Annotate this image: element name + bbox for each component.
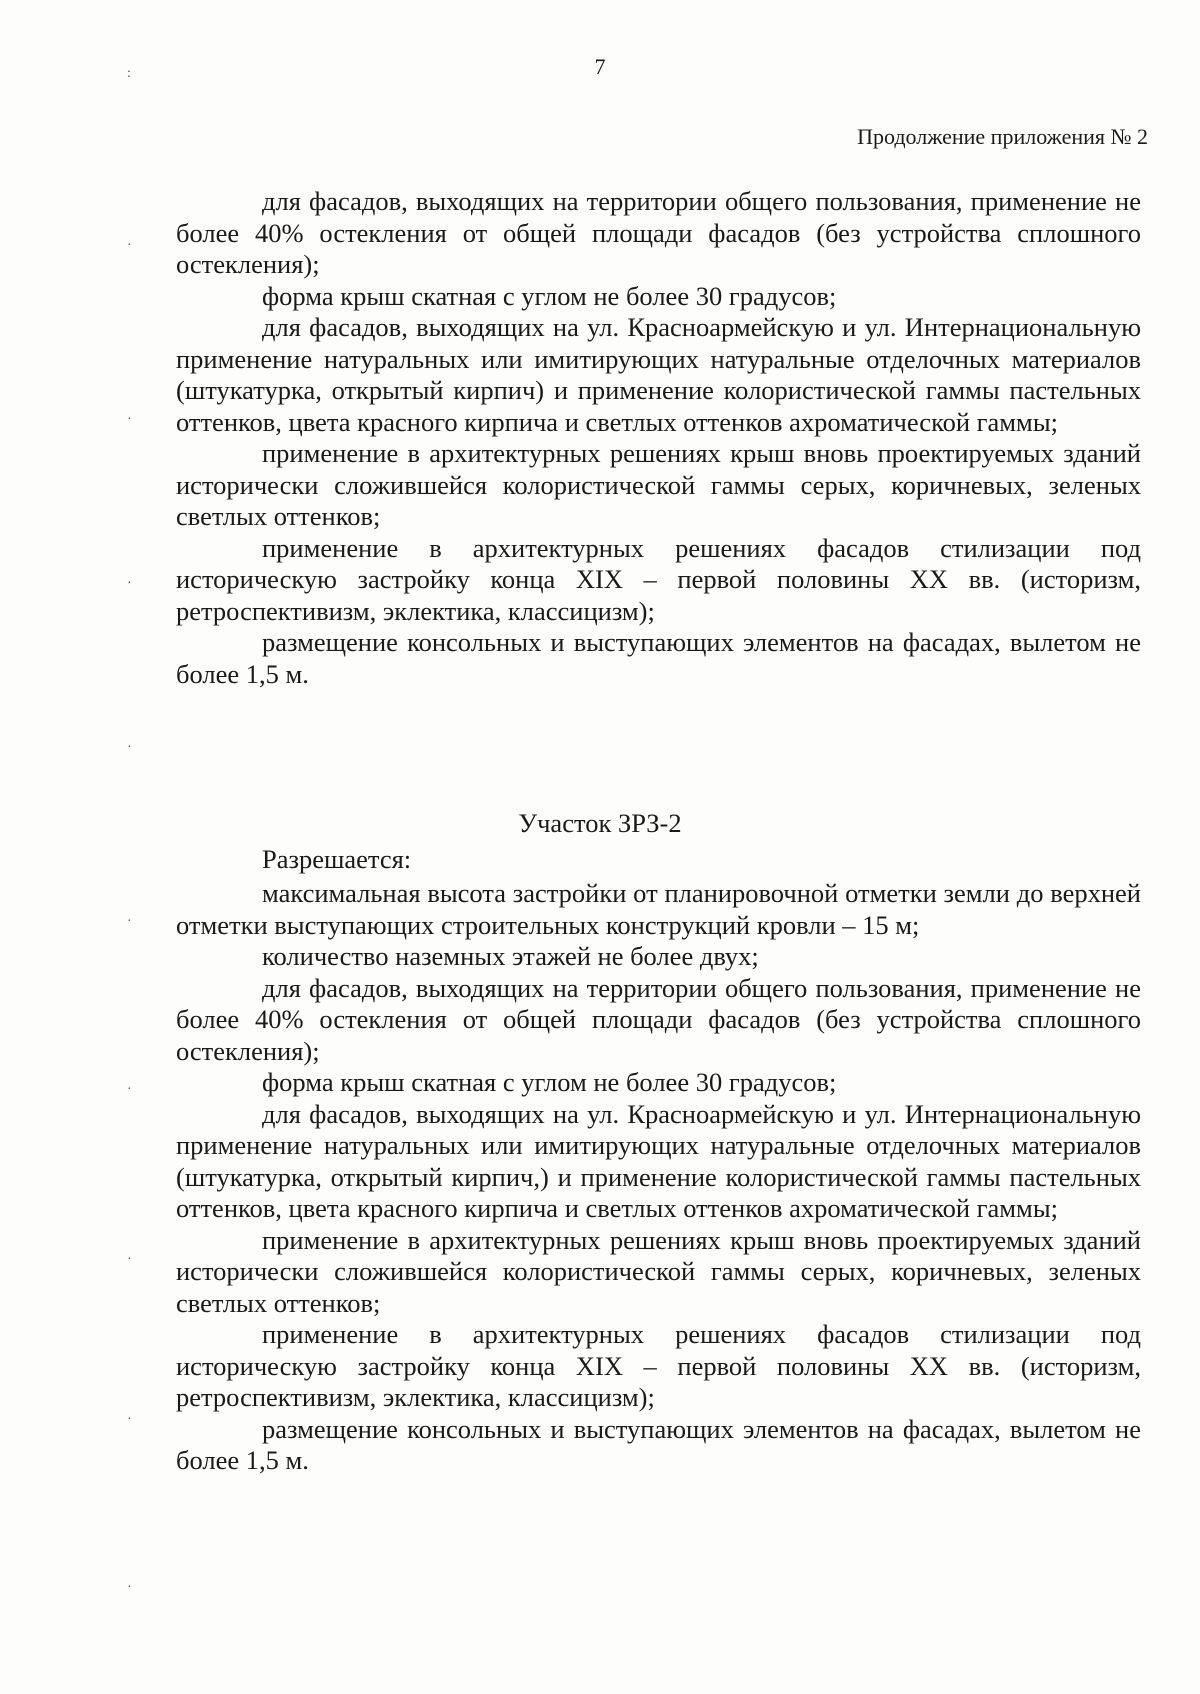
paragraph: применение в архитектурных решениях крыш вновь проектируемых зданий исторически сложившейся колористической гаммы серых, коричневых, зеленых светлых оттенков; — [176, 1224, 1141, 1318]
paragraph: максимальная высота застройки от планировочной отметки земли до верхней отметки выступающих строительных конструкций кровли – 15 м; — [176, 878, 1141, 940]
scan-artifact: · — [127, 1252, 132, 1267]
paragraph: применение в архитектурных решениях крыш вновь проектируемых зданий исторически сложившейся колористической гаммы серых, коричневых, зеленых светлых оттенков; — [176, 438, 1141, 531]
section-heading: Участок ЗРЗ-2 — [518, 808, 682, 838]
section-1-text — [176, 186, 1141, 690]
paragraph: количество наземных этажей не более двух; — [262, 941, 759, 971]
scan-artifact: : — [127, 66, 131, 81]
page-number: 7 — [594, 54, 606, 79]
paragraph: для фасадов, выходящих на ул. Красноармейскую и ул. Интернациональную применение натуральных или имитирующих натуральные отделочных материалов (штукатурка, открытый кирпич) и применение колористической гаммы пастельных оттенков, цвета красного кирпича и светлых оттенков ахроматической гаммы; — [176, 312, 1141, 437]
scan-artifact: · — [127, 576, 132, 591]
allowed-label: Разрешается: — [262, 844, 412, 874]
scan-artifact: · — [127, 1082, 132, 1097]
paragraph: размещение консольных и выступающих элементов на фасадах, вылетом не более 1,5 м. — [176, 1413, 1141, 1475]
scan-artifact: · — [127, 1412, 132, 1427]
scan-artifact: · — [127, 914, 132, 929]
paragraph: применение в архитектурных решениях фасадов стилизации под историческую застройку конца XIX – первой половины XX вв. (историзм, ретроспективизм, эклектика, классицизм); — [176, 532, 1141, 626]
section-2-text — [176, 878, 1141, 1477]
scan-artifact: · — [127, 238, 132, 253]
scan-artifact: · — [127, 1580, 132, 1595]
paragraph: применение в архитектурных решениях фасадов стилизации под историческую застройку конца XIX – первой половины XX вв. (историзм, ретроспективизм, эклектика, классицизм); — [176, 1319, 1141, 1412]
scan-artifact: · — [127, 740, 132, 755]
paragraph: для фасадов, выходящих на территории общего пользования, применение не более 40% остекления от общей площади фасадов (без устройства сплошного остекления); — [176, 972, 1141, 1066]
continuation-label: Продолжение приложения № 2 — [857, 124, 1148, 149]
paragraph: форма крыш скатная с углом не более 30 градусов; — [262, 1067, 837, 1097]
scan-artifact: · — [127, 412, 132, 427]
paragraph: размещение консольных и выступающих элементов на фасадах, вылетом не более 1,5 м. — [176, 627, 1141, 689]
paragraph: для фасадов, выходящих на ул. Красноармейскую и ул. Интернациональную применение натуральных или имитирующих натуральные отделочных материалов (штукатурка, открытый кирпич,) и применение колористической гаммы пастельных оттенков, цвета красного кирпича и светлых оттенков ахроматической гаммы; — [176, 1098, 1141, 1223]
paragraph: для фасадов, выходящих на территории общего пользования, применение не более 40% остекления от общей площади фасадов (без устройства сплошного остекления); — [176, 186, 1141, 279]
paragraph: форма крыш скатная с углом не более 30 градусов; — [262, 280, 837, 311]
